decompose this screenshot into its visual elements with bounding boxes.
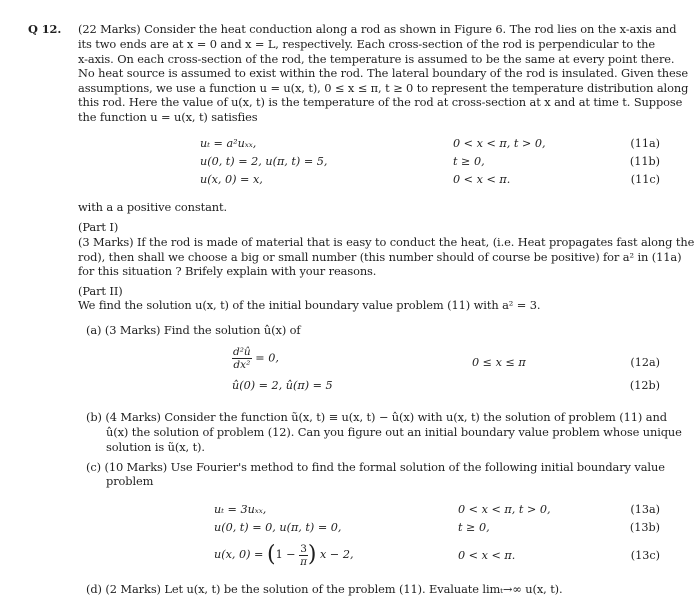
eq-11a-number: (11a) — [630, 137, 660, 150]
intro-line: its two ends are at x = 0 and x = L, respectively. Each cross-section of the rod is perpendicular to the — [78, 37, 655, 51]
eq-11b-lhs: u(0, t) = 2, u(π, t) = 5, — [200, 155, 328, 168]
part-c-line: problem — [106, 474, 154, 488]
eq-12b-number: (12b) — [629, 379, 660, 392]
eq-13c-lhs — [214, 540, 354, 570]
eq-13b-number: (13b) — [629, 521, 660, 534]
eq-12a-number: (12a) — [630, 356, 660, 369]
part-b-line: (b) (4 Marks) Consider the function ũ(x, t) ≡ u(x, t) − û(x) with u(x, t) the solution of problem (11) and — [86, 410, 667, 424]
eq-13a-lhs: uₜ = 3uₓₓ, — [214, 503, 267, 516]
eq-13c-one-minus: 1 − — [275, 548, 296, 561]
eq-11b-number: (11b) — [629, 155, 660, 168]
fraction-denominator: π — [300, 555, 307, 568]
part2-line: We find the solution u(x, t) of the initial boundary value problem (11) with a² = 3. — [78, 298, 541, 312]
part1-line: rod), then shall we choose a big or small number (this number should of course be positive) for a² in (11a) — [78, 250, 682, 264]
eq-13c-pre: u(x, 0) = — [214, 548, 264, 561]
part-a-line: (a) (3 Marks) Find the solution û(x) of — [86, 323, 301, 337]
eq-13c-post: x − 2, — [320, 548, 354, 561]
part-b-line: û(x) the solution of problem (12). Can you figure out an initial boundary value problem whose unique — [106, 425, 682, 439]
intro-line: No heat source is assumed to exist within the rod. The lateral boundary of the rod is insulated. Given these — [78, 66, 689, 80]
eq-11a-lhs: uₜ = a²uₓₓ, — [200, 137, 257, 150]
eq-13c-number: (13c) — [630, 549, 660, 562]
part1-label: (Part I) — [78, 220, 119, 234]
eq-13b-lhs: u(0, t) = 0, u(π, t) = 0, — [214, 521, 342, 534]
intro-line: this rod. Here the value of u(x, t) is the temperature of the rod at cross-section at x and at time t. Suppose — [78, 95, 683, 109]
left-paren: ( — [266, 542, 276, 567]
eq-13b-cond: t ≥ 0, — [458, 521, 490, 534]
eq-12a-rest: = 0, — [255, 351, 279, 365]
eq-13a-number: (13a) — [630, 503, 660, 516]
eq-12a-fraction — [232, 346, 252, 371]
right-paren: ) — [307, 542, 317, 567]
intro-line: the function u = u(x, t) satisfies — [78, 110, 258, 124]
eq-13a-cond: 0 < x < π, t > 0, — [458, 503, 551, 516]
eq-11a-cond: 0 < x < π, t > 0, — [453, 137, 546, 150]
part-c-line: (c) (10 Marks) Use Fourier's method to find the formal solution of the following initial boundary value — [86, 460, 665, 474]
intro-line: assumptions, we use a function u = u(x, t), 0 ≤ x ≤ π, t ≥ 0 to represent the temperature distribution along — [78, 81, 689, 95]
part1-line: (3 Marks) If the rod is made of material that is easy to conduct the heat, (i.e. Heat propagates fast along the — [78, 235, 695, 249]
eq-11c-cond: 0 < x < π. — [453, 173, 511, 186]
eq-12a-lhs — [232, 346, 279, 376]
fraction-numerator: d²û — [233, 346, 251, 358]
eq-12b-lhs: û(0) = 2, û(π) = 5 — [232, 379, 333, 392]
eq-12a-cond: 0 ≤ x ≤ π — [472, 356, 526, 369]
eq-11c-number: (11c) — [630, 173, 660, 186]
eq-11b-cond: t ≥ 0, — [453, 155, 485, 168]
intro-line: x-axis. On each cross-section of the rod, the temperature is assumed to be the same at every point there. — [78, 52, 675, 66]
fraction-denominator: dx² — [233, 359, 251, 371]
part-d-line: (d) (2 Marks) Let u(x, t) be the solution of the problem (11). Evaluate limₜ→∞ u(x, t). — [86, 582, 563, 596]
part1-line: for this situation ? Brifely explain with your reasons. — [78, 264, 377, 278]
part-b-line: solution is ũ(x, t). — [106, 440, 205, 454]
after-system-text: with a a positive constant. — [78, 200, 228, 214]
question-label: Q 12. — [28, 22, 62, 36]
eq-13c-cond: 0 < x < π. — [458, 549, 516, 562]
eq-11c-lhs: u(x, 0) = x, — [200, 173, 263, 186]
part2-label: (Part II) — [78, 284, 123, 298]
intro-line: (22 Marks) Consider the heat conduction along a rod as shown in Figure 6. The rod lies on the x-axis and — [78, 22, 677, 36]
eq-13c-fraction — [299, 543, 308, 568]
fraction-numerator: 3 — [300, 542, 307, 555]
